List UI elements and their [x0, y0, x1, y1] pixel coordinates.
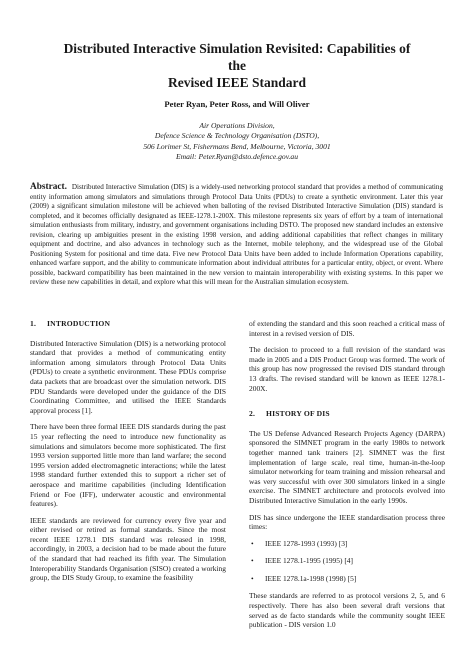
paper-title [60, 40, 414, 91]
standards-list [249, 539, 445, 584]
list-item: • IEEE 1278.1a-1998 (1998) [5] [249, 574, 445, 584]
paragraph: of extending the standard and this soon reached a critical mass of interest in a revised version of DIS. [249, 319, 445, 338]
paragraph: The US Defense Advanced Research Projects Agency (DARPA) sponsored the SIMNET program in the early 1980s to network together manned tank trainers [2]. SIMNET was the first implementation of large scale, real time, human-in-the-loop simulator networking for team training and mission rehearsal and was very successful with over 300 simulators linked in a single exercise. The SIMNET architecture and protocols evolved into Distributed Interactive Simulation in the early 1990s. [249, 428, 445, 505]
paragraph: Distributed Interactive Simulation (DIS) is a networking protocol standard that provides a method of communicating entity information among simulators through Protocol Data Units (PDUs) to create a synthetic environment. These PDUs comprise data packets that are broadcast over the simulation network. DIS PDU Standards were developed under the guidance of the DIS Coordinating Committee, and utilised the IEEE Standards approval process [1]. [30, 338, 226, 415]
section-heading-introduction [30, 319, 226, 329]
left-column [30, 319, 226, 590]
affiliation-email: Email: Peter.Ryan@dsto.defence.gov.au [175, 151, 299, 161]
section-number: 1. [30, 319, 37, 328]
paragraph: IEEE standards are reviewed for currency every five year and either revised or retired as formal standards. Since the most recent IEEE 1278.1 DIS standard was released in 1998, accordingly, in 2003, a decision had to be made about the future of the standard that had reached its fifth year. The Simulation Interoperability Standards Organisation (SISO) created a working group, the DIS Study Group, to examine the feasibility [30, 515, 226, 583]
affiliation-line-3: 506 Lorimer St, Fishermans Bend, Melbourne, Victoria, 3001 [143, 141, 331, 151]
abstract [30, 183, 443, 288]
paragraph: The decision to proceed to a full revision of the standard was made in 2005 and a DIS Product Group was formed. The work of this group has now progressed the revised DIS standard through 13 drafts. The revised standard will be known as IEEE 1278.1-200X. [249, 345, 445, 393]
section-title: INTRODUCTION [47, 319, 111, 328]
title-line-1: Distributed Interactive Simulation Revisited: Capabilities of the [63, 41, 411, 73]
abstract-heading: Abstract. [30, 182, 67, 192]
section-number: 2. [249, 409, 256, 419]
right-column [249, 319, 445, 637]
section-title: HISTORY OF DIS [266, 409, 330, 419]
affiliation-block [40, 121, 434, 162]
abstract-text: Distributed Interactive Simulation (DIS) is a widely-used networking protocol standard that provides a method of communicating entity information among simulators and simulations through Protocol Data Units (PDUs) to create a synthetic environment. Later this year (2009) a significant simulation milestone will be achieved when balloting of the revised Distributed Interactive Simulation (DIS) standard is completed, and it becomes officially designated as IEEE-1278.1-200X. This milestone represents six years of effort by a team of international simulation enthusiasts from military, industry, and government organisations including DSTO. The proposed new standard includes an extensive revision, clearing up ambiguities present in the existing 1998 version, and adding additional capabilities that reflect changes in military equipment and doctrine, and also advances in technology such as the Internet, mobile telephony, and the widespread use of the Global Positioning System for positional and time data. Five new Protocol Data Units have been added to include Information Operations capability, enhanced warfare support, and the ability to communicate information about individual attributes for a particular entity, object, or event. Where possible, backward compatibility has been maintained in the new version to maintain interoperability with existing systems. In this paper we review these new capabilities in detail, and explore what this will mean for the Australian simulation ecosystem. [30, 183, 443, 286]
title-line-2: Revised IEEE Standard [167, 75, 307, 90]
paragraph: There have been three formal IEEE DIS standards during the past 15 year reflecting the need to introduce new functionality as simulations and simulators become more sophisticated. The first 1993 version supported little more than land warfare; the second 1995 version added electromagnetic interactions; while the latest 1998 standard further extended this to support a richer set of aerospace and maritime capabilities (including Identification Friend or Foe (IFF), underwater acoustic and environmental features). [30, 422, 226, 509]
paragraph: These standards are referred to as protocol versions 2, 5, and 6 respectively. There has also been several draft versions that served as de facto standards while the community sought IEEE publication - DIS version 1.0 [249, 591, 445, 630]
list-item: • IEEE 1278.1-1995 (1995) [4] [249, 556, 445, 566]
affiliation-line-2: Defence Science & Technology Organisation (DSTO), [154, 131, 320, 141]
list-item: • IEEE 1278-1993 (1993) [3] [249, 539, 445, 549]
section-heading-history [249, 409, 445, 419]
affiliation-line-1: Air Operations Division, [199, 121, 275, 130]
author-list: Peter Ryan, Peter Ross, and Will Oliver [164, 99, 310, 109]
paragraph: DIS has since undergone the IEEE standardisation process three times: [249, 512, 445, 532]
